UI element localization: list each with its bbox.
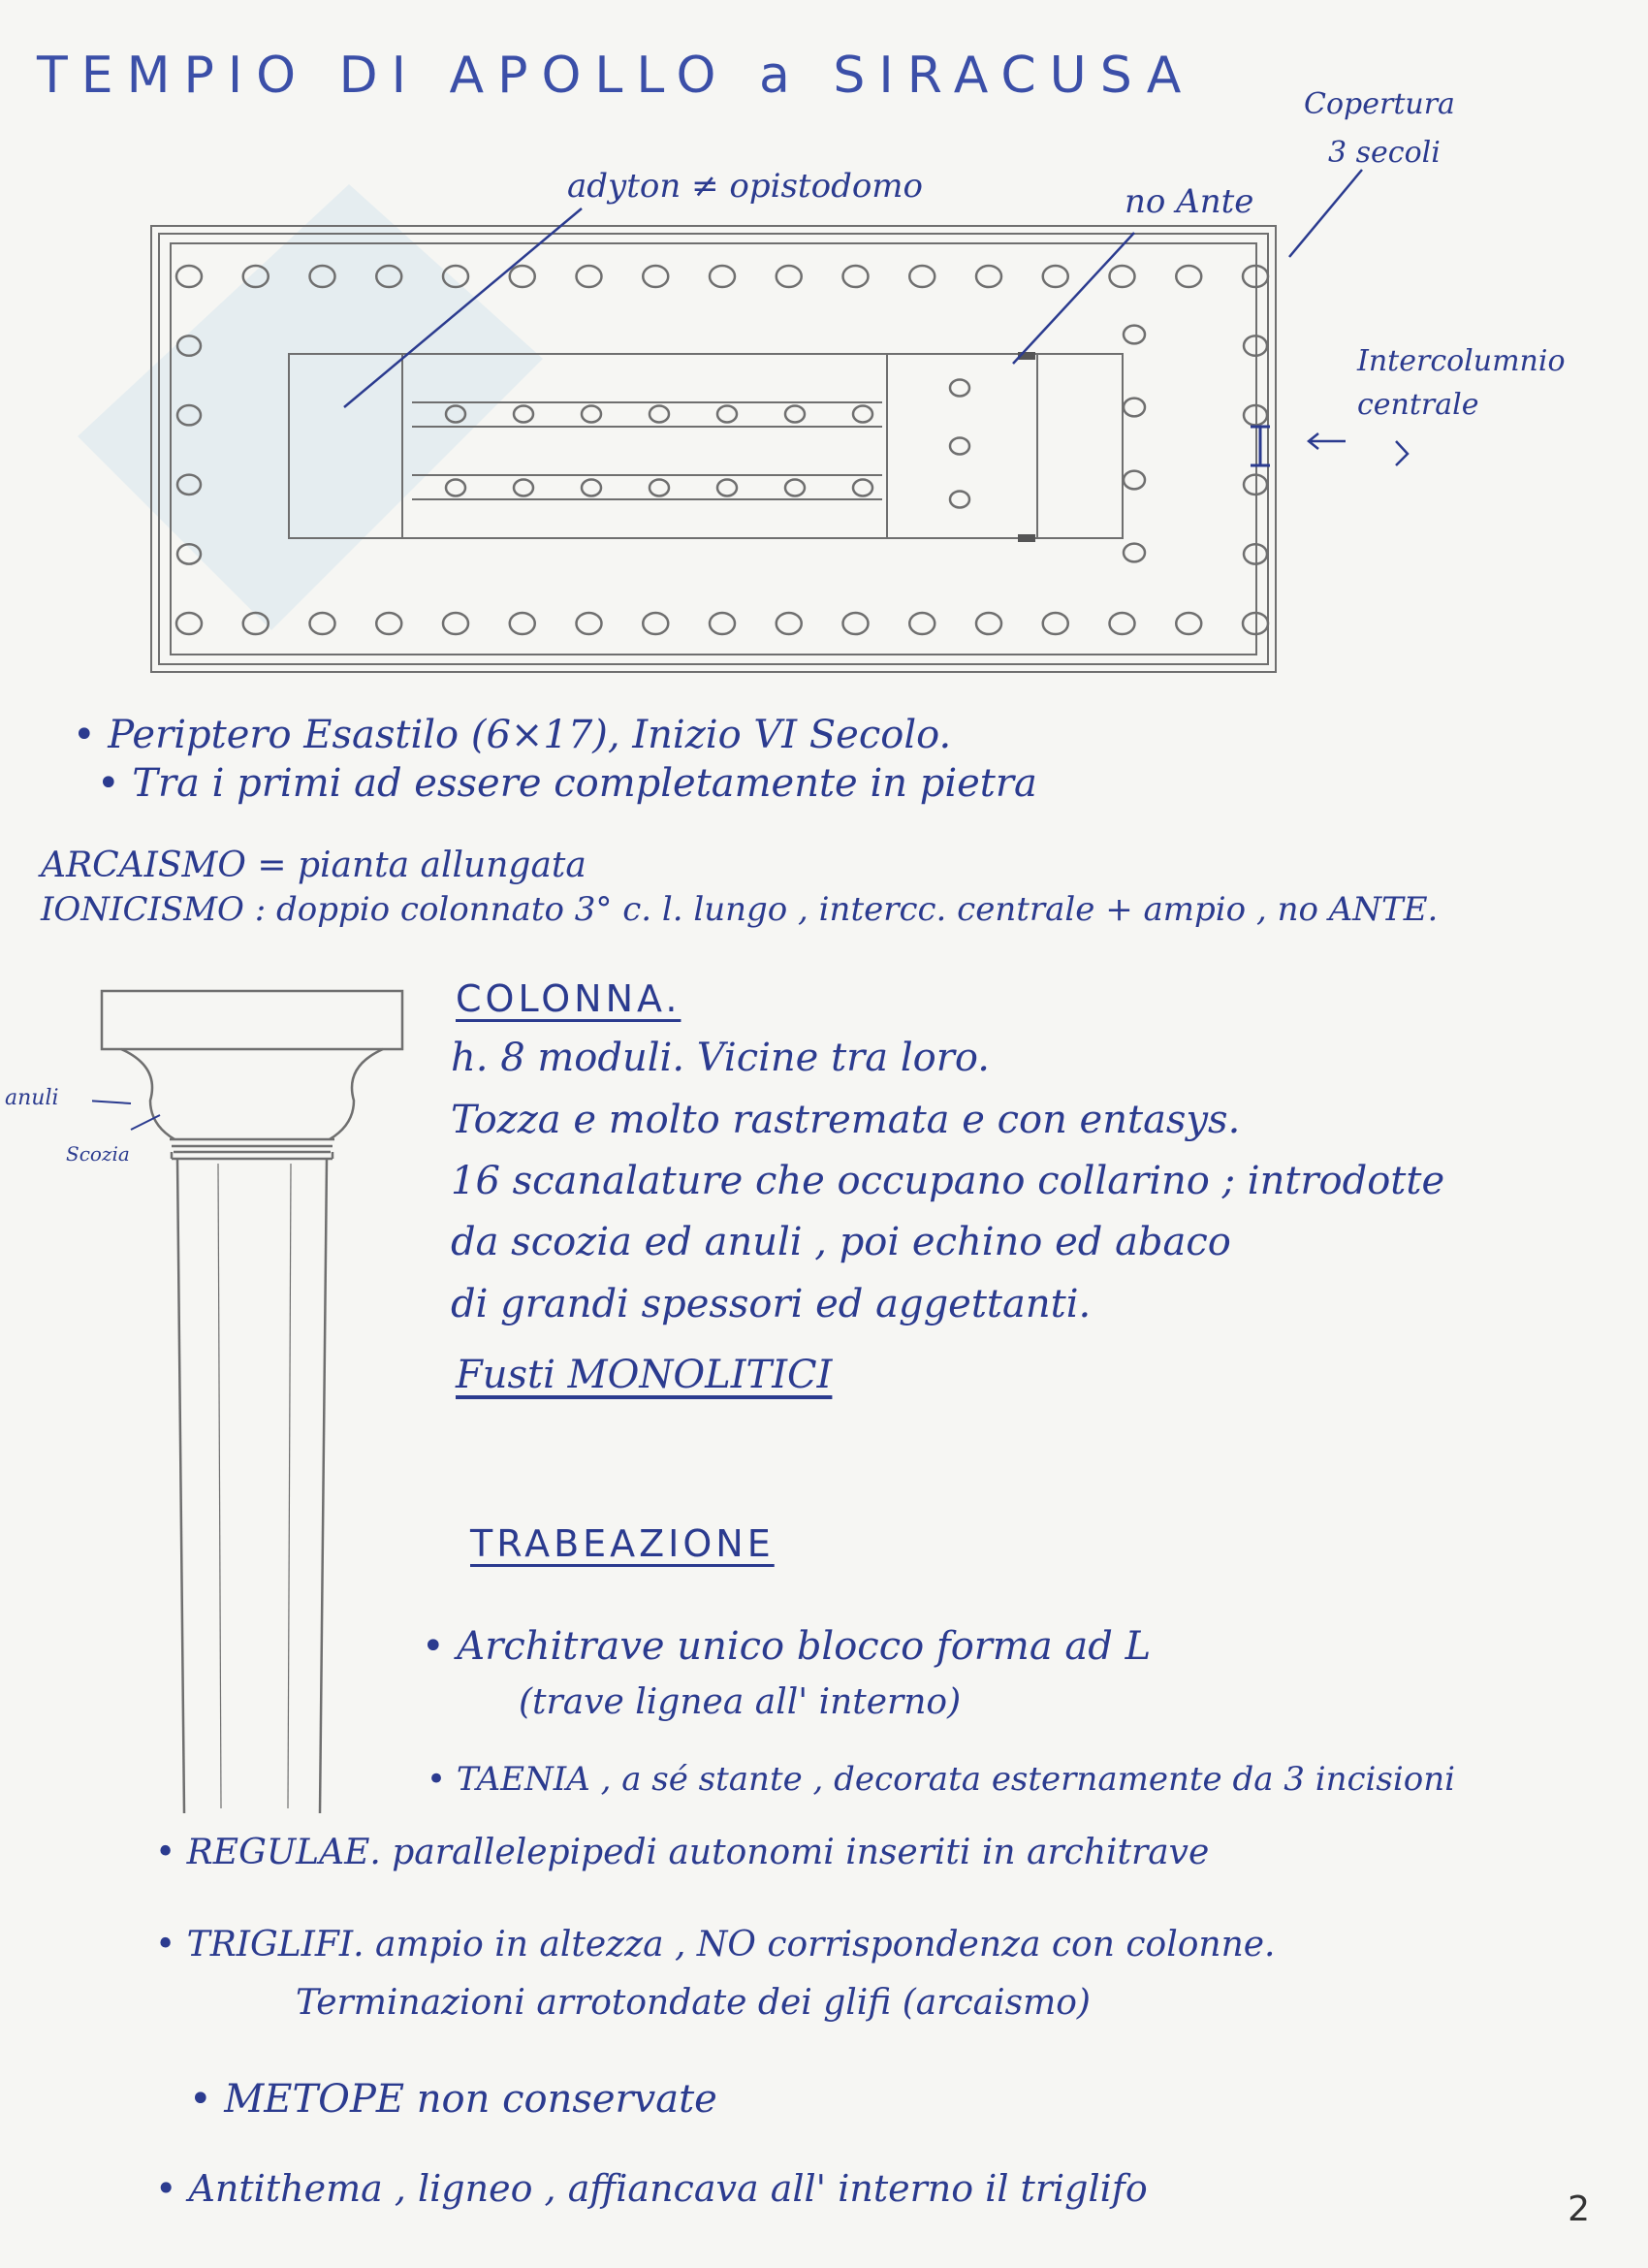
bullet-pietra: • Tra i primi ad essere completamente in pietra xyxy=(97,761,1037,806)
label-anuli: anuli xyxy=(5,1086,59,1110)
colonna-heading xyxy=(456,977,681,1020)
label-copertura-2: 3 secoli xyxy=(1328,136,1441,170)
arcaismo-line: ARCAISMO = pianta allungata xyxy=(41,846,586,885)
trabeazione-item-taenia: • TAENIA , a sé stante , decorata esternamente da 3 incisioni xyxy=(427,1760,1455,1799)
label-copertura-1: Copertura xyxy=(1304,87,1455,121)
colonna-line-5: di grandi spessori ed aggettanti. xyxy=(451,1282,1092,1326)
ionicismo-line: IONICISMO : doppio colonnato 3° c. l. lungo , intercc. centrale + ampio , no ANTE. xyxy=(41,890,1439,929)
label-intercolumnio-2: centrale xyxy=(1357,388,1479,422)
trabeazione-item-antithema: • Antithema , ligneo , affiancava all' interno il triglifo xyxy=(155,2167,1148,2210)
label-scozia: Scozia xyxy=(66,1142,130,1166)
colonna-heading-text: COLONNA. xyxy=(456,977,681,1020)
fusti-monolitici: Fusti MONOLITICI xyxy=(456,1353,833,1397)
bullet-periptero: • Periptero Esastilo (6×17), Inizio VI Secolo. xyxy=(73,713,952,757)
trabeazione-item-metope: • METOPE non conservate xyxy=(189,2077,717,2122)
page-title: TEMPIO DI APOLLO a SIRACUSA xyxy=(37,47,1195,105)
label-intercolumnio-1: Intercolumnio xyxy=(1357,344,1566,378)
trabeazione-item-regulae: • REGULAE. parallelepipedi autonomi inseriti in architrave xyxy=(155,1833,1210,1872)
label-no-ante: no Ante xyxy=(1125,182,1254,221)
colonna-line-2: Tozza e molto rastremata e con entasys. xyxy=(451,1098,1241,1142)
doric-column-drawing xyxy=(92,979,412,1823)
trabeazione-heading xyxy=(470,1522,775,1565)
trabeazione-item-triglifi: • TRIGLIFI. ampio in altezza , NO corrispondenza con colonne. xyxy=(155,1925,1276,1965)
colonna-line-1: h. 8 moduli. Vicine tra loro. xyxy=(451,1036,990,1080)
label-adyton: adyton ≠ opistodomo xyxy=(567,167,924,206)
page-number: 2 xyxy=(1568,2189,1590,2229)
trabeazione-item-trave: (trave lignea all' interno) xyxy=(519,1682,962,1722)
colonna-line-3: 16 scanalature che occupano collarino ; introdotte xyxy=(451,1159,1445,1203)
trabeazione-heading-text: TRABEAZIONE xyxy=(470,1522,775,1565)
trabeazione-item-terminazioni: Terminazioni arrotondate dei glifi (arcaismo) xyxy=(296,1983,1091,2023)
colonna-line-4: da scozia ed anuli , poi echino ed abaco xyxy=(451,1220,1231,1264)
trabeazione-item-architrave: • Architrave unico blocco forma ad L xyxy=(422,1624,1152,1669)
